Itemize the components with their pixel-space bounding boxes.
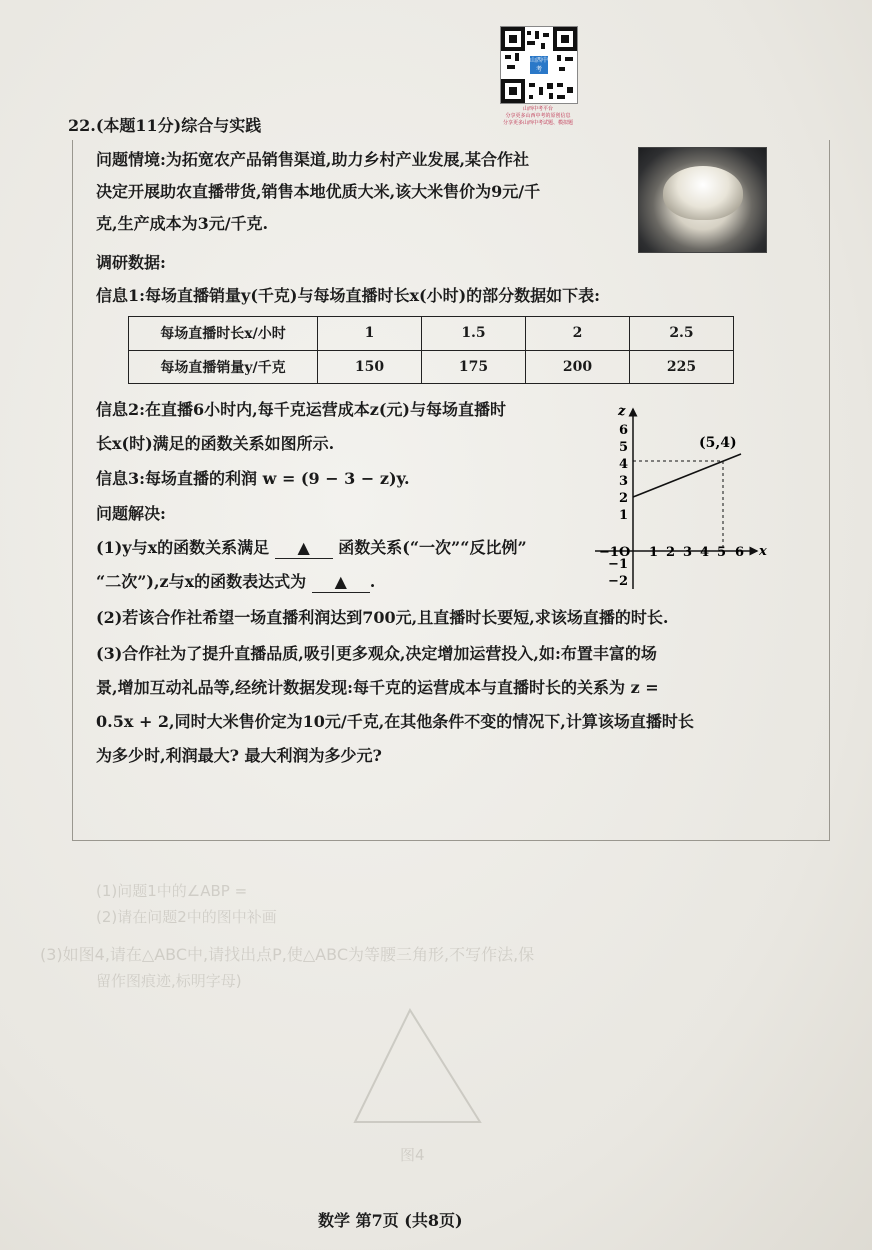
z-tick-label: 3: [618, 474, 628, 489]
info2-text: 长x(时)满足的函数关系如图所示.: [96, 434, 335, 453]
part3-text: (3)合作社为了提升直播品质,吸引更多观众,决定增加运营投入,如:布置丰富的场: [96, 644, 657, 663]
qr-caption-line: 山西中考平台: [522, 106, 553, 112]
z-tick-label: −1: [608, 557, 628, 572]
part1-text-a: (1)y与x的函数关系满足: [96, 538, 270, 557]
answer-blank: [312, 572, 370, 593]
bleed-through-triangle: [340, 1000, 500, 1140]
table-cell: 225: [630, 350, 734, 384]
qr-code: [500, 26, 578, 104]
blank-triangle-icon: ▲: [334, 572, 347, 591]
x-tick-label: 4: [700, 545, 710, 560]
scenario-line: 决定开展助农直播带货,销售本地优质大米,该大米售价为9元/千: [96, 182, 541, 201]
rice-bowl-icon: [663, 166, 743, 220]
solve-heading: 问题解决:: [96, 504, 166, 523]
scenario-line: 克,生产成本为3元/千克.: [96, 214, 269, 233]
function-graph: [585, 395, 775, 595]
table-row: [129, 317, 734, 351]
z-tick-label: 5: [618, 440, 628, 455]
table-row: [129, 350, 734, 384]
scenario-line: 问题情境:为拓宽农产品销售渠道,助力乡村产业发展,某合作社: [96, 150, 530, 169]
x-tick-label: 6: [735, 545, 745, 560]
page-footer: 数学 第7页 (共8页): [318, 1211, 463, 1230]
origin-label: −1O: [599, 545, 631, 560]
x-tick-label: 3: [683, 545, 693, 560]
rice-bowl-photo: [638, 147, 767, 253]
data-table: [128, 316, 734, 384]
qr-caption: [488, 106, 588, 127]
table-cell: 175: [422, 350, 526, 384]
blank-triangle-icon: ▲: [297, 538, 310, 557]
x-tick-labels: [649, 545, 744, 560]
qr-logo: 山西中考: [530, 57, 549, 73]
z-tick-labels: [608, 423, 628, 589]
z-tick-label: 1: [618, 508, 628, 523]
table-cell: 150: [318, 350, 422, 384]
table-header-cell: 每场直播时长x/小时: [129, 317, 318, 351]
bleed-through-caption: 图4: [400, 1146, 425, 1164]
info1-text: 信息1:每场直播销量y(千克)与每场直播时长x(小时)的部分数据如下表:: [96, 286, 601, 305]
question-title: 22.(本题11分)综合与实践: [68, 116, 262, 135]
part1-text-b: 函数关系(“一次”“反比例”: [338, 538, 527, 557]
bleed-through-line: (1)问题1中的∠ABP =: [96, 882, 248, 900]
part1-text: [96, 538, 527, 559]
table-cell: 1.5: [422, 317, 526, 351]
part3-text: 景,增加互动礼品等,经统计数据发现:每千克的运营成本与直播时长的关系为 z =: [96, 678, 659, 697]
z-tick-label: −2: [608, 574, 628, 589]
part1-text: [96, 572, 375, 593]
table-cell: 1: [318, 317, 422, 351]
bleed-through-line: (2)请在问题2中的图中补画: [96, 908, 277, 926]
part3-text: 为多少时,利润最大? 最大利润为多少元?: [96, 746, 382, 765]
qr-caption-line: 分享更多山西中考的原创信息: [505, 113, 571, 119]
table-header-cell: 每场直播销量y/千克: [129, 350, 318, 384]
x-axis-label: x: [759, 544, 767, 559]
info3-text: 信息3:每场直播的利润 w = (9 − 3 − z)y.: [96, 469, 410, 488]
function-line: [633, 454, 741, 497]
point-label: (5,4): [699, 435, 737, 451]
bleed-through-line: (3)如图4,请在△ABC中,请找出点P,使△ABC为等腰三角形,不写作法,保: [40, 945, 535, 964]
part1-end: .: [369, 572, 376, 591]
bleed-through-line: 留作图痕迹,标明字母): [96, 972, 242, 990]
z-tick-label: 6: [618, 423, 628, 438]
z-axis-label: z: [618, 404, 626, 419]
research-heading: 调研数据:: [96, 253, 166, 272]
z-tick-label: 4: [618, 457, 628, 472]
part3-text: 0.5x + 2,同时大米售价定为10元/千克,在其他条件不变的情况下,计算该场直播时长: [96, 712, 694, 731]
info2-text: 信息2:在直播6小时内,每千克运营成本z(元)与每场直播时: [96, 400, 506, 419]
table-cell: 2: [526, 317, 630, 351]
answer-blank: [275, 538, 333, 559]
x-tick-label: 2: [666, 545, 676, 560]
table-cell: 200: [526, 350, 630, 384]
part2-text: (2)若该合作社希望一场直播利润达到700元,且直播时长要短,求该场直播的时长.: [96, 608, 669, 627]
z-tick-label: 2: [618, 491, 628, 506]
qr-caption-line: 分享更多山西中考试题、模拟题: [502, 120, 573, 126]
x-tick-label: 5: [717, 545, 727, 560]
x-tick-label: 1: [649, 545, 659, 560]
table-cell: 2.5: [630, 317, 734, 351]
part1-text-c: “二次”),z与x的函数表达式为: [96, 572, 307, 591]
